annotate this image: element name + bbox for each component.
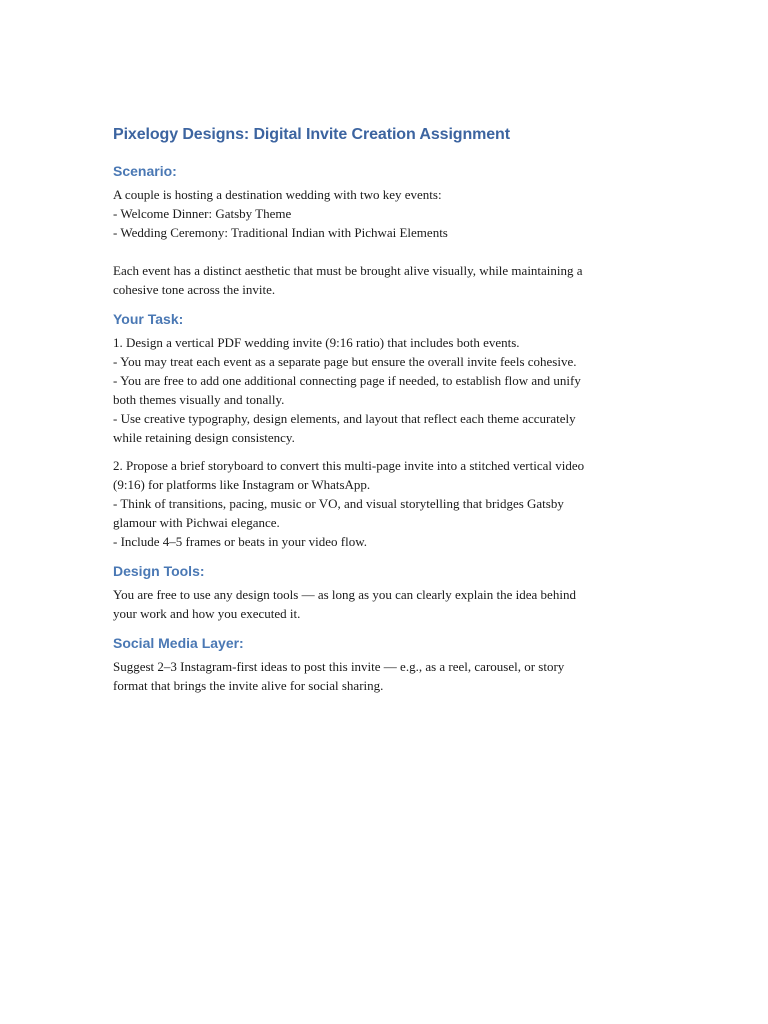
section-heading-design-tools: Design Tools: (113, 563, 205, 579)
text-line: You are free to use any design tools — as long as you can clearly explain the idea behind (113, 587, 576, 602)
section-task (113, 309, 658, 551)
text-line: Each event has a distinct aesthetic that must be brought alive visually, while maintaining a (113, 263, 583, 278)
section-heading-task: Your Task: (113, 311, 184, 327)
design-tools-text (113, 585, 658, 623)
text-line: - Include 4–5 frames or beats in your video flow. (113, 534, 368, 549)
text-line: glamour with Pichwai elegance. (113, 515, 280, 530)
document-title: Pixelogy Designs: Digital Invite Creation Assignment (113, 126, 510, 143)
text-line: - Think of transitions, pacing, music or VO, and visual storytelling that bridges Gatsby (113, 496, 564, 511)
text-line: your work and how you executed it. (113, 606, 301, 621)
text-line: 2. Propose a brief storyboard to convert this multi-page invite into a stitched vertical video (113, 458, 585, 473)
section-scenario (113, 161, 658, 299)
text-line: both themes visually and tonally. (113, 392, 285, 407)
text-line: - Wedding Ceremony: Traditional Indian with Pichwai Elements (113, 225, 448, 240)
task-part-1 (113, 333, 658, 447)
text-line: Suggest 2–3 Instagram-first ideas to post this invite — e.g., as a reel, carousel, or story (113, 659, 565, 674)
text-line: - You may treat each event as a separate page but ensure the overall invite feels cohesive. (113, 354, 577, 369)
text-line: while retaining design consistency. (113, 430, 295, 445)
text-line: A couple is hosting a destination wedding with two key events: (113, 187, 442, 202)
text-line: - Welcome Dinner: Gatsby Theme (113, 206, 292, 221)
section-social-media (113, 633, 658, 695)
scenario-aesthetic (113, 261, 658, 299)
text-line: - Use creative typography, design elements, and layout that reflect each theme accurately (113, 411, 576, 426)
text-line: cohesive tone across the invite. (113, 282, 276, 297)
text-line: - You are free to add one additional connecting page if needed, to establish flow and unify (113, 373, 581, 388)
section-heading-social-media: Social Media Layer: (113, 635, 244, 651)
social-media-text (113, 657, 658, 695)
text-line: format that brings the invite alive for social sharing. (113, 678, 384, 693)
section-design-tools (113, 561, 658, 623)
task-part-2 (113, 456, 658, 551)
document-page (113, 123, 658, 695)
text-line: (9:16) for platforms like Instagram or WhatsApp. (113, 477, 371, 492)
section-heading-scenario: Scenario: (113, 163, 177, 179)
text-line: 1. Design a vertical PDF wedding invite (9:16 ratio) that includes both events. (113, 335, 520, 350)
scenario-intro (113, 185, 658, 242)
